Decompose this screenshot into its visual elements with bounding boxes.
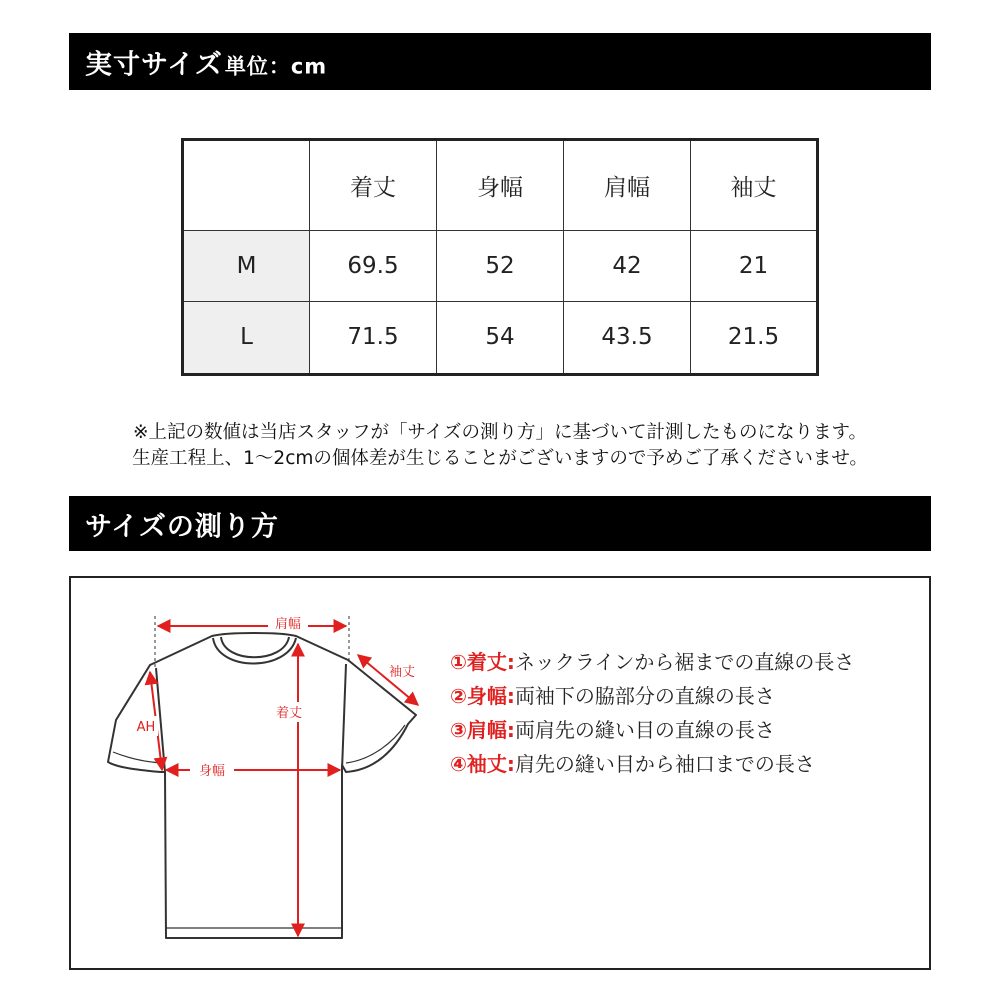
table-cell: 43.5 bbox=[564, 301, 691, 374]
table-cell: 21.5 bbox=[691, 301, 818, 374]
table-cell: 54 bbox=[437, 301, 564, 374]
legend-key: ②身幅: bbox=[450, 684, 515, 708]
table-cell: 69.5 bbox=[310, 230, 437, 301]
legend-text: ネックラインから裾までの直線の長さ bbox=[514, 650, 855, 674]
list-item bbox=[450, 747, 854, 781]
list-item bbox=[450, 713, 854, 747]
legend-key: ①着丈: bbox=[450, 650, 515, 674]
legend-text: 両袖下の脇部分の直線の長さ bbox=[514, 684, 775, 708]
note-line-2: 生産工程上、1〜2cmの個体差が生じることがございますので予めご了承くださいませ。 bbox=[132, 448, 868, 469]
sleeve-label: 袖丈 bbox=[388, 665, 416, 680]
legend-text: 肩先の縫い目から袖口までの長さ bbox=[514, 752, 815, 776]
column-header-width: 身幅 bbox=[437, 140, 564, 231]
ah-label: AH bbox=[136, 720, 156, 735]
measurement-legend bbox=[450, 645, 854, 781]
legend-text: 両肩先の縫い目の直線の長さ bbox=[514, 718, 775, 742]
note-line-1: ※上記の数値は当店スタッフが「サイズの測り方」に基づいて計測したものになります。 bbox=[132, 422, 868, 443]
table-cell: 52 bbox=[437, 230, 564, 301]
row-header-size: M bbox=[183, 230, 310, 301]
table-cell: 42 bbox=[564, 230, 691, 301]
tshirt-outline-icon bbox=[108, 633, 416, 938]
length-label: 着丈 bbox=[275, 706, 303, 721]
row-header-size: L bbox=[183, 301, 310, 374]
how-to-measure-title: サイズの測り方 bbox=[85, 511, 279, 542]
size-header-title-text: 実寸サイズ bbox=[85, 49, 223, 80]
size-header-unit: 単位：cm bbox=[224, 54, 328, 78]
list-item bbox=[450, 645, 854, 679]
width-label: 身幅 bbox=[198, 764, 226, 779]
list-item bbox=[450, 679, 854, 713]
column-header-length: 着丈 bbox=[310, 140, 437, 231]
legend-key: ③肩幅: bbox=[450, 718, 515, 742]
column-header-shoulder: 肩幅 bbox=[564, 140, 691, 231]
table-cell: 71.5 bbox=[310, 301, 437, 374]
table-cell: 21 bbox=[691, 230, 818, 301]
shoulder-label: 肩幅 bbox=[274, 617, 302, 632]
column-header-sleeve: 袖丈 bbox=[691, 140, 818, 231]
legend-key: ④袖丈: bbox=[450, 752, 515, 776]
